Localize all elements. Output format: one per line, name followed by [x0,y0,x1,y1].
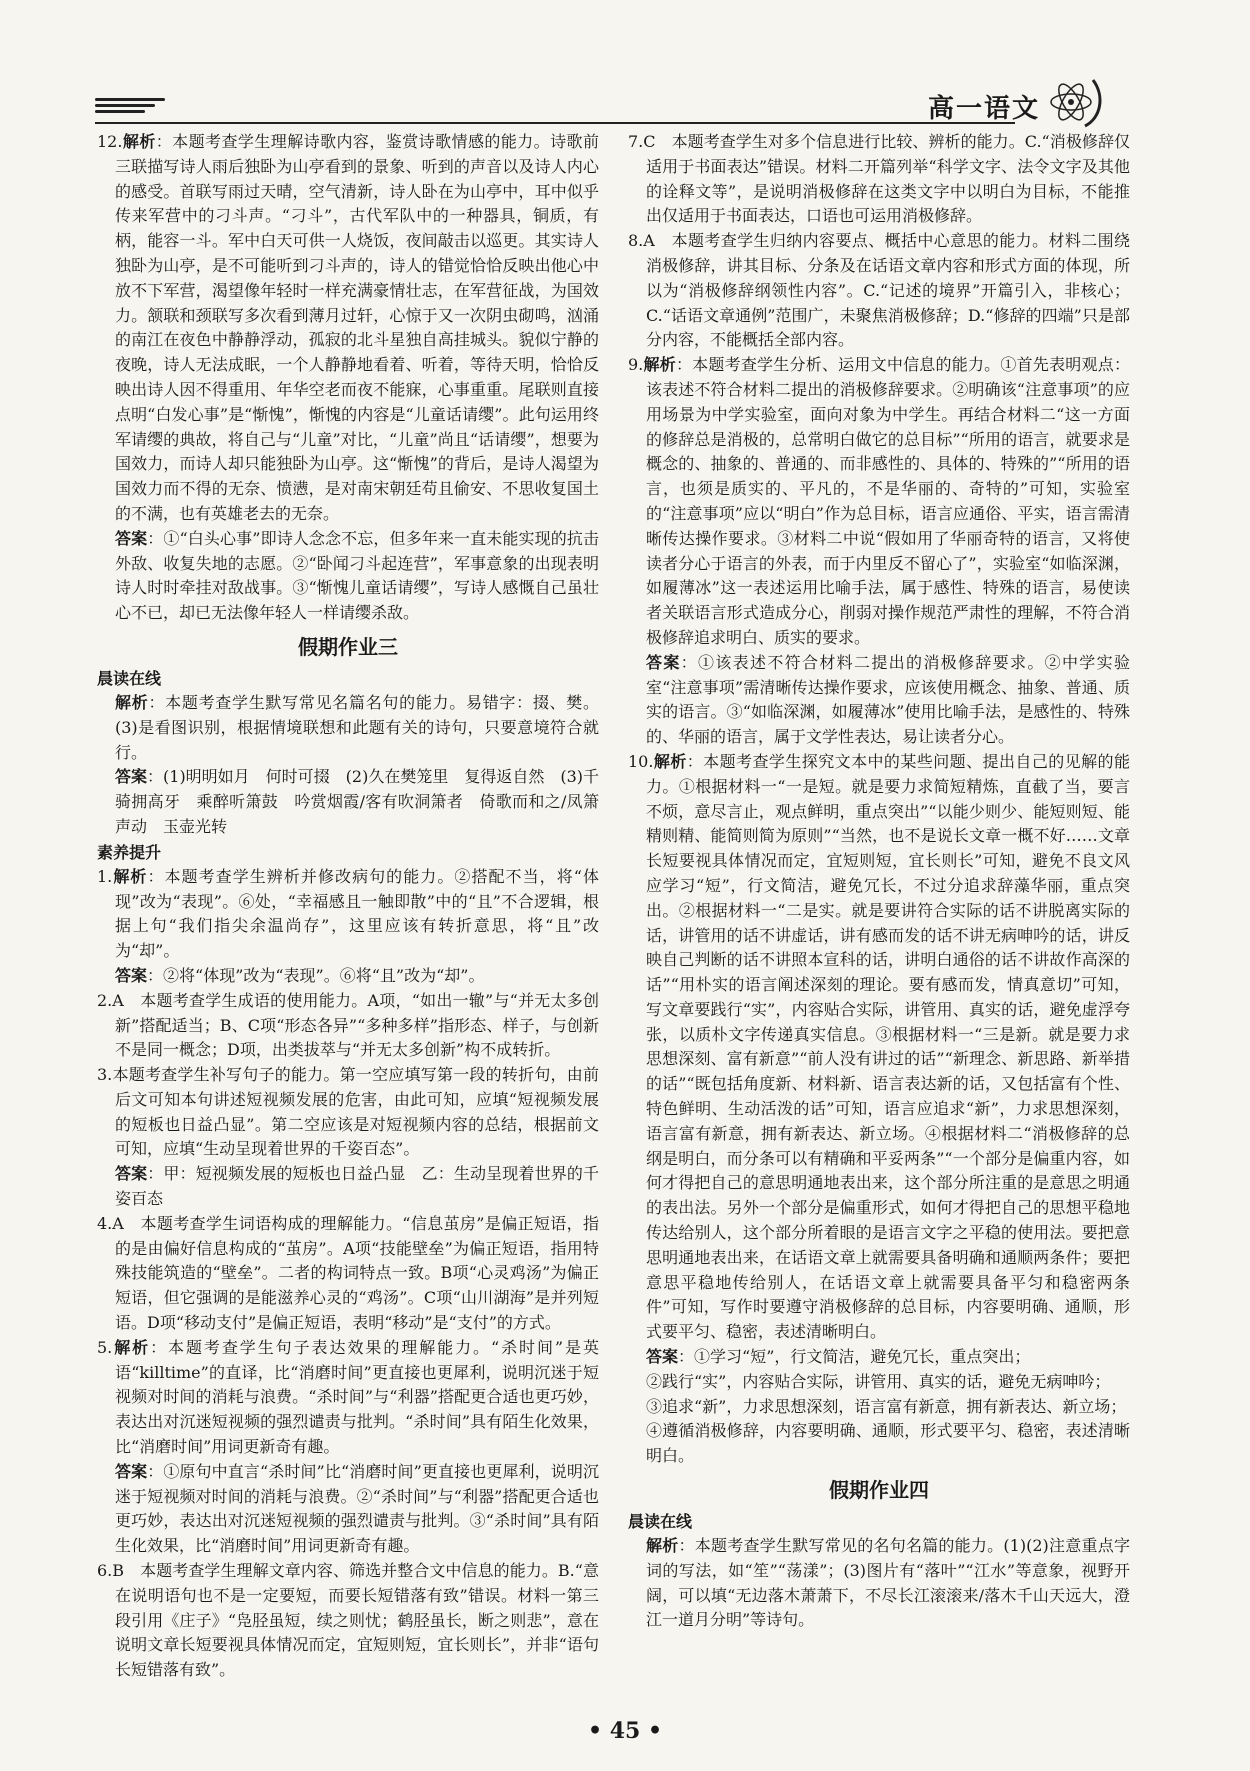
answer-s1-key: 答案：②将“体现”改为“表现”。⑥将“且”改为“却”。 [115,965,485,985]
answer-8: 8.A 本题考查学生归纳内容要点、概括中心意思的能力。材料二围绕消极修辞，讲其目标、分条及在话语文章内容和形式方面的体现，所以为“消极修辞纲领性内容”。C.“记述的境界”开篇引入，非核心；C.“话语文章通例”范围广，未聚焦消极修辞；D.“修辞的四端”只是部分内容，不能概括全部内容。 [628,231,1130,350]
answer-s5: 5.解析：本题考查学生句子表达效果的理解能力。“杀时间”是英语“killtime”的直译，比“消磨时间”更直接也更犀利，说明沉迷于短视频对时间的消耗与浪费。“杀时间”与“利器”搭配更合适也更巧妙，表达出对沉迷短视频的强烈谴责与批判。“杀时间”具有陌生化效果，比“消磨时间”用词更新奇有趣。 [97,1337,599,1457]
answer-7: 7.C 本题考查学生对多个信息进行比较、辨析的能力。C.“消极修辞仅适用于书面表达”错误。材料二开篇列举“科学文字、法令文字及其他的诠释文等”，是说明消极修辞在这类文字中以明白为目标，不能推出仅适用于书面表达，口语也可运用消极修辞。 [628,132,1130,226]
answer-12-key: 答案：①“白头心事”即诗人念念不忘，但多年来一直未能实现的抗击外敌、收复失地的志愿。②“卧闻刁斗起连营”，军事意象的出现表明诗人时时牵挂对敌战事。③“惭愧儿童话请缨”，写诗人感慨自己虽壮心不已，却已无法像年轻人一样请缨杀敌。 [115,528,599,623]
answer-s6: 6.B 本题考查学生理解文章内容、筛选并整合文中信息的能力。B.“意在说明语句也不是一定要短，而要长短错落有致”错误。材料一第三段引用《庄子》“凫胫虽短，续之则忧；鹤胫虽长，断之则悲”，意在说明文章长短要视具体情况而定，宜短则短，宜长则长”，并非“语句长短错落有致”。 [97,1561,599,1680]
atom-icon [1045,74,1105,130]
left-column [97,130,599,1683]
answer-s3-key: 答案：甲：短视频发展的短板也日益凸显 乙：生动呈现着世界的千姿百态 [115,1164,599,1209]
answer-10-key: 答案：①学习“短”，行文简洁，避免冗长，重点突出； [646,1347,1031,1367]
answer-10-key-2: ②践行“实”，内容贴合实际，讲管用、真实的话，避免无病呻吟； [646,1371,1111,1391]
answer-s1: 1.解析：本题考查学生辨析并修改病句的能力。②搭配不当，将“体现”改为“表现”。⑥处，“幸福感且一触即散”中的“且”不合逻辑，根据上句“我们指尖余温尚存”，这里应该有转折意思，将“且”改为“却”。 [97,866,599,961]
answer-s2: 2.A 本题考查学生成语的使用能力。A项，“如出一辙”与“并无太多创新”搭配适当；B、C项“形态各异”“多种多样”指形态、样子，与创新不是同一概念；D项，出类拔萃与“并无太多创新”构不成转折。 [97,990,599,1060]
subhead-suyang: 素养提升 [97,842,162,862]
page-header [95,86,1105,130]
section-title-4: 假期作业四 [829,1478,929,1503]
answer-s4: 4.A 本题考查学生词语构成的理解能力。“信息茧房”是偏正短语，指的是由偏好信息构成的“茧房”。A项“技能壁垒”为偏正短语，指用特殊技能筑造的“壁垒”。二者的构词特点一致。B项“心灵鸡汤”为偏正短语，但它强调的是能滋养心灵的“鸡汤”。C项“山川湖海”是并列短语。D项“移动支付”是偏正短语，表明“移动”是“支付”的方式。 [97,1213,599,1333]
answer-s3: 3.本题考查学生补写句子的能力。第一空应填写第一段的转折句，由前后文可知本句讲述短视频发展的危害，由此可知，应填“短视频发展的短板也日益凸显”。第二空应该是对短视频内容的总结，根据前文可知，应填“生动呈现着世界的千姿百态”。 [97,1065,599,1159]
answer-12: 12.解析：本题考查学生理解诗歌内容，鉴赏诗歌情感的能力。诗歌前三联描写诗人雨后独卧为山亭看到的景象、听到的声音以及诗人内心的感受。首联写雨过天晴，空气清新，诗人卧在为山亭中，耳中似乎传来军营中的刁斗声。“刁斗”，古代军队中的一种器具，铜质，有柄，能容一斗。军中白天可供一人烧饭，夜间敲击以巡更。其实诗人独卧为山亭，是不可能听到刁斗声的，诗人的错觉恰恰反映出他心中放不下军营，渴望像年轻时一样充满豪情壮志，在军营征战，为国效力。颔联和颈联写多次看到薄月过轩，心惊于又一次阴虫砌鸣，汹涌的南江在夜色中静静浮动，孤寂的北斗星独自高挂城头。貌似宁静的夜晚，诗人无法成眠，一个人静静地看着、听着，等待天明，恰恰反映出诗人因不得重用、年华空老而夜不能寐，心事重重。尾联则直接点明“白发心事”是“惭愧”，惭愧的内容是“儿童话请缨”。此句运用终军请缨的典故，将自己与“儿童”对比，“儿童”尚且“话请缨”，想要为国效力，而诗人却只能独卧为山亭。这“惭愧”的背后，是诗人渴望为国效力而不得的无奈、愤懑，是对南宋朝廷苟且偷安、不思收复国土的不满，也有英雄老去的无奈。 [97,132,599,523]
chendu-answer: 答案：(1)明明如月 何时可掇 (2)久在樊笼里 复得返自然 (3)千骑拥高牙 乘醉听箫鼓 吟赏烟霞/客有吹洞箫者 倚歌而和之/凤箫声动 玉壶光转 [115,767,600,836]
answer-10-key-3: ③追求“新”，力求思想深刻，语言富有新意，拥有新表达、新立场； [646,1396,1127,1416]
right-column [628,130,1130,1633]
chendu-analysis: 解析：本题考查学生默写常见名篇名句的能力。易错字：掇、樊。(3)是看图识别，根据情境联想和此题有关的诗句，只要意境符合就行。 [115,692,599,762]
section-title-3: 假期作业三 [298,634,398,659]
answer-10: 10.解析：本题考查学生探究文本中的某些问题、提出自己的见解的能力。①根据材料一“一是短。就是要力求简短精炼，直截了当，要言不烦，意尽言止，观点鲜明，重点突出”“以能少则少、能短则短、能精则精、能简则简为原则”“当然，也不是说长文章一概不好……文章长短要视具体情况而定，宜短则短，宜长则长”可知，避免不良文风应学习“短”，行文简洁，避免冗长，不过分追求辞藻华丽，重点突出。②根据材料一“二是实。就是要讲符合实际的话不讲脱离实际的话，讲管用的话不讲虚话，讲有感而发的话不讲无病呻吟的话，讲反映自己判断的话不讲照本宣科的话，讲明白通俗的话不讲故作高深的话”“用朴实的语言阐述深刻的理论。要有感而发，情真意切”可知，写文章要践行“实”，内容贴合实际，讲管用、真实的话，避免虚浮夸张，以质朴文字传递真实信息。③根据材料一“三是新。就是要力求思想深刻、富有新意”“前人没有讲过的话”“新理念、新思路、新举措的话”“既包括角度新、材料新、语言表达新的话，又包括富有个性、特色鲜明、生动活泼的话”可知，语言应追求“新”，力求思想深刻，语言富有新意，拥有新表达、新立场。④根据材料二“消极修辞的总纲是明白，而分条可以有精确和平妥两条”“一个部分是偏重内容，如何才得把自己的意思明通地表出来，这个部分所注重的是意思之明通的表出法。另外一个部分是偏重形式，如何才得把自己的思想平稳地传达给别人，这个部分所着眼的是语言文字之平稳的使用法。要把意思明通地表出来，在话语文章上就需要具备明确和通顺两条件；要把意思平稳地传给别人，在话语文章上就需要具备平匀和稳密两条件”可知，写作时要遵守消极修辞的总目标，内容要明确、通顺，形式要平匀、稳密，表述清晰明白。 [628,751,1130,1342]
subhead-chendu: 晨读在线 [97,668,162,688]
subhead-chendu-4: 晨读在线 [628,1512,693,1532]
answer-10-key-4: ④遵循消极修辞，内容要明确、通顺，形式要平匀、稳密，表述清晰明白。 [646,1421,1130,1466]
header-decoration [95,98,185,120]
chendu-analysis-4: 解析：本题考查学生默写常见的名句名篇的能力。(1)(2)注意重点字词的写法，如“笙”“荡漾”；(3)图片有“落叶”“江水”等意象，视野开阔，可以填“无边落木萧萧下，不尽长江滚滚来/落木千山天远大，澄江一道月分明”等诗句。 [646,1536,1130,1630]
answer-9-key: 答案：①该表述不符合材料二提出的消极修辞要求。②中学实验室“注意事项”需清晰传达操作要求，应该使用概念、抽象、普通、质实的语言。③“如临深渊，如履薄冰”使用比喻手法，是感性的、特殊的、华丽的语言，属于文学性表达，易让读者分心。 [646,652,1130,747]
header-rule [95,122,1015,124]
answer-s5-key: 答案：①原句中直言“杀时间”比“消磨时间”更直接也更犀利，说明沉迷于短视频对时间的消耗与浪费。②“杀时间”与“利器”搭配更合适也更巧妙，表达出对沉迷短视频的强烈谴责与批判。③“杀时间”具有陌生化效果，比“消磨时间”用词更新奇有趣。 [115,1461,599,1556]
header-title: 高一语文 [927,94,1040,124]
page-number: • 45 • [587,1718,663,1744]
answer-9: 9.解析：本题考查学生分析、运用文中信息的能力。①首先表明观点：该表述不符合材料二提出的消极修辞要求。②明确该“注意事项”的应用场景为中学实验室，面向对象为中学生。再结合材料二“这一方面的修辞总是消极的，总常明白做它的总目标”“所用的语言，就要求是概念的、抽象的、普通的、而非感性的、具体的、特殊的”“所用的语言，也须是质实的、平凡的，不是华丽的、奇特的”可知，实验室的“注意事项”应以“明白”作为总目标，语言应通俗、平实，语言需清晰传达操作要求。③材料二中说“假如用了华丽奇特的语言，又将使读者分心于语言的外表，而于内里反不留心了”，实验室“如临深渊，如履薄冰”这一表述运用比喻手法，属于感性、特殊的语言，易使读者关联语言形式造成分心，削弱对操作规范严肃性的理解，不符合消极修辞追求明白、质实的要求。 [628,355,1130,647]
